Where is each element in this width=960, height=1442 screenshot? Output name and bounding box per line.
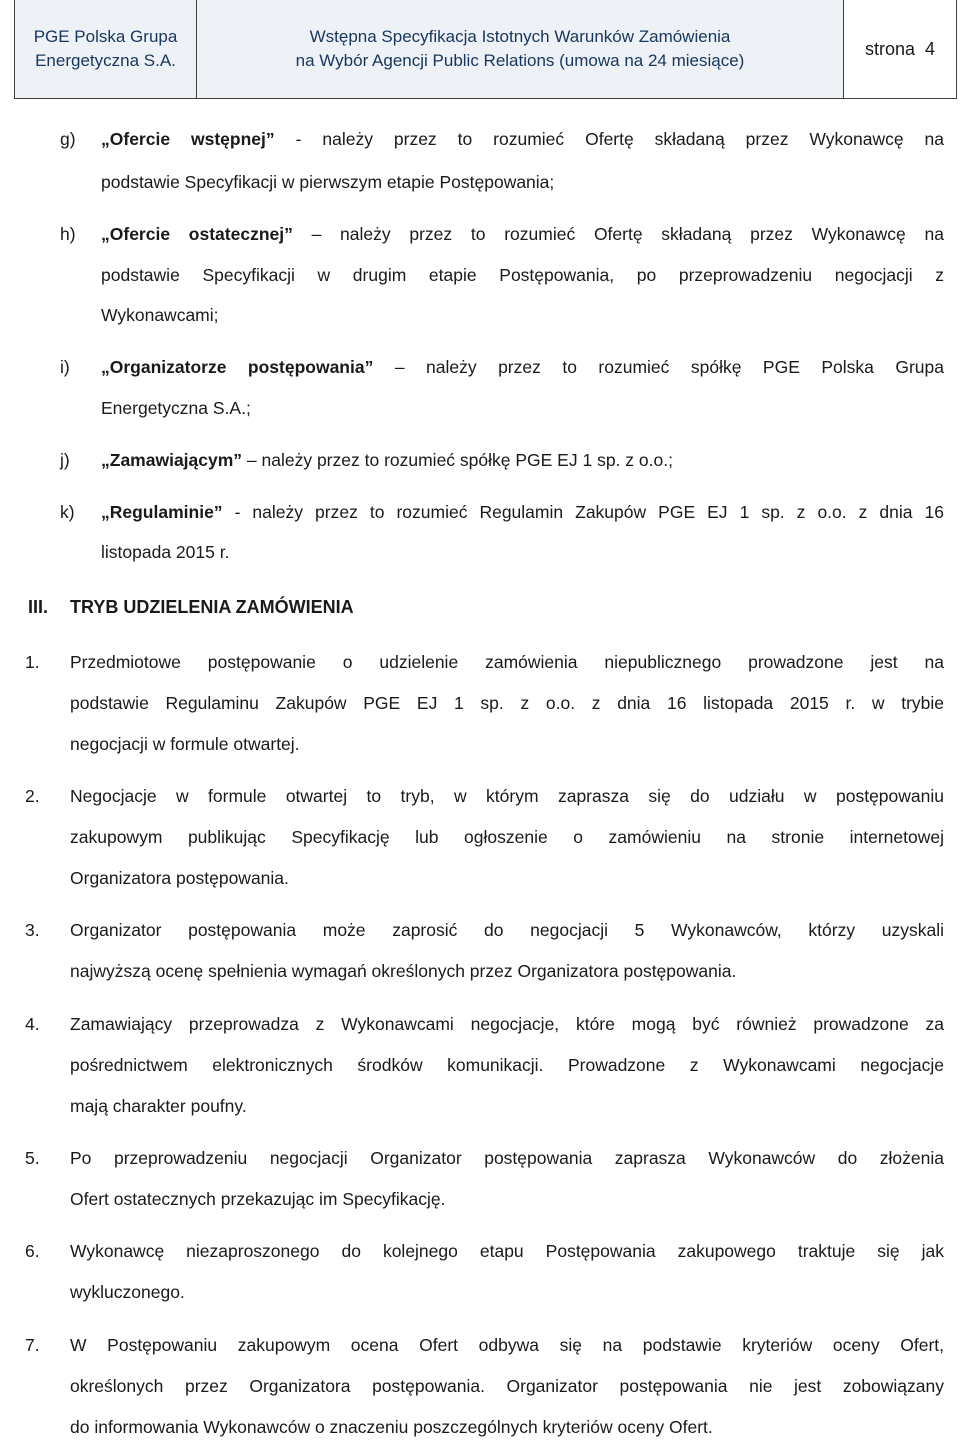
- definition-line: [101, 223, 944, 245]
- company-name-line2: Energetyczna S.A.: [35, 51, 176, 70]
- point-text-line: najwyższą ocenę spełnienia wymagań określonych przez Organizatora postępowania.: [70, 961, 737, 981]
- point-number: 6.: [25, 1241, 40, 1261]
- company-name-cell: [15, 0, 197, 98]
- page-header: [14, 0, 957, 99]
- definition-marker: k): [60, 502, 75, 522]
- point-text-line: zakupowym publikując Specyfikację lub ogłoszenie o zamówieniu na stronie internetowej: [70, 827, 944, 847]
- page-number-cell: [844, 0, 956, 98]
- point-text-line: Negocjacje w formule otwartej to tryb, w którym zaprasza się do udziału w postępowaniu: [70, 786, 944, 806]
- point-text-line: Po przeprowadzeniu negocjacji Organizator postępowania zaprasza Wykonawców do złożenia: [70, 1148, 944, 1168]
- definition-text: Energetyczna S.A.;: [101, 398, 251, 418]
- point-number: 3.: [25, 920, 40, 940]
- definition-line: [101, 501, 944, 523]
- point-text-line: Przedmiotowe postępowanie o udzielenie zamówienia niepublicznego prowadzone jest na: [70, 652, 944, 672]
- point-number: 7.: [25, 1335, 40, 1355]
- definition-term: „Zamawiającym”: [101, 450, 243, 470]
- definition-text: – należy przez to rozumieć spółkę PGE EJ 1 sp. z o.o.;: [242, 450, 673, 470]
- point-number: 2.: [25, 786, 40, 806]
- company-name-line1: PGE Polska Grupa: [33, 27, 178, 46]
- point-text-line: Wykonawcę niezaproszonego do kolejnego etapu Postępowania zakupowego traktuje się jak: [70, 1241, 944, 1261]
- definition-marker: j): [60, 450, 70, 470]
- document-title-cell: [197, 0, 844, 98]
- definition-term: „Regulaminie”: [101, 502, 223, 522]
- definition-marker: h): [60, 224, 76, 244]
- point-number: 1.: [25, 652, 40, 672]
- section-title: TRYB UDZIELENIA ZAMÓWIENIA: [70, 597, 354, 617]
- point-number: 5.: [25, 1148, 40, 1168]
- definition-term: „Ofercie wstępnej”: [101, 129, 275, 149]
- point-text-line: do informowania Wykonawców o znaczeniu poszczególnych kryteriów oceny Ofert.: [70, 1417, 713, 1437]
- point-text-line: określonych przez Organizatora postępowania. Organizator postępowania nie jest zobowiązany: [70, 1376, 944, 1396]
- definition-text: – należy przez to rozumieć Ofertę składaną przez Wykonawcę na: [292, 224, 944, 244]
- point-text-line: negocjacji w formule otwartej.: [70, 734, 300, 754]
- definition-text: listopada 2015 r.: [101, 542, 230, 562]
- definition-text: - należy przez to rozumieć Ofertę składaną przez Wykonawcę na: [274, 129, 944, 149]
- definition-text: Wykonawcami;: [101, 305, 219, 325]
- definition-text: - należy przez to rozumieć Regulamin Zakupów PGE EJ 1 sp. z o.o. z dnia 16: [222, 502, 944, 522]
- point-number: 4.: [25, 1014, 40, 1034]
- definition-text: podstawie Specyfikacji w pierwszym etapie Postępowania;: [101, 172, 555, 192]
- definition-term: „Ofercie ostatecznej”: [101, 224, 293, 244]
- point-text-line: mają charakter poufny.: [70, 1096, 247, 1116]
- page-number: strona 4: [864, 38, 936, 59]
- definition-line: [101, 449, 944, 471]
- definition-term: „Organizatorze postępowania”: [101, 357, 374, 377]
- point-text-line: podstawie Regulaminu Zakupów PGE EJ 1 sp. z o.o. z dnia 16 listopada 2015 r. w trybie: [70, 693, 944, 713]
- definition-line: [101, 356, 944, 378]
- definition-text: – należy przez to rozumieć spółkę PGE Polska Grupa: [373, 357, 944, 377]
- point-text-line: Zamawiający przeprowadza z Wykonawcami negocjacje, które mogą być również prowadzone za: [70, 1014, 944, 1034]
- document-title-line2: na Wybór Agencji Public Relations (umowa na 24 miesiące): [295, 51, 745, 70]
- point-text-line: wykluczonego.: [70, 1282, 185, 1302]
- definition-line: [101, 128, 944, 150]
- point-text-line: Ofert ostatecznych przekazując im Specyfikację.: [70, 1189, 446, 1209]
- point-text-line: Organizatora postępowania.: [70, 868, 289, 888]
- document-title-line1: Wstępna Specyfikacja Istotnych Warunków Zamówienia: [309, 27, 731, 46]
- point-text-line: W Postępowaniu zakupowym ocena Ofert odbywa się na podstawie kryteriów oceny Ofert,: [70, 1335, 944, 1355]
- definition-marker: g): [60, 129, 76, 149]
- section-number: III.: [28, 597, 49, 617]
- point-text-line: pośrednictwem elektronicznych środków komunikacji. Prowadzone z Wykonawcami negocjacje: [70, 1055, 944, 1075]
- definition-marker: i): [60, 357, 70, 377]
- point-text-line: Organizator postępowania może zaprosić do negocjacji 5 Wykonawców, którzy uzyskali: [70, 920, 944, 940]
- definition-text: podstawie Specyfikacji w drugim etapie Postępowania, po przeprowadzeniu negocjacji z: [101, 265, 944, 285]
